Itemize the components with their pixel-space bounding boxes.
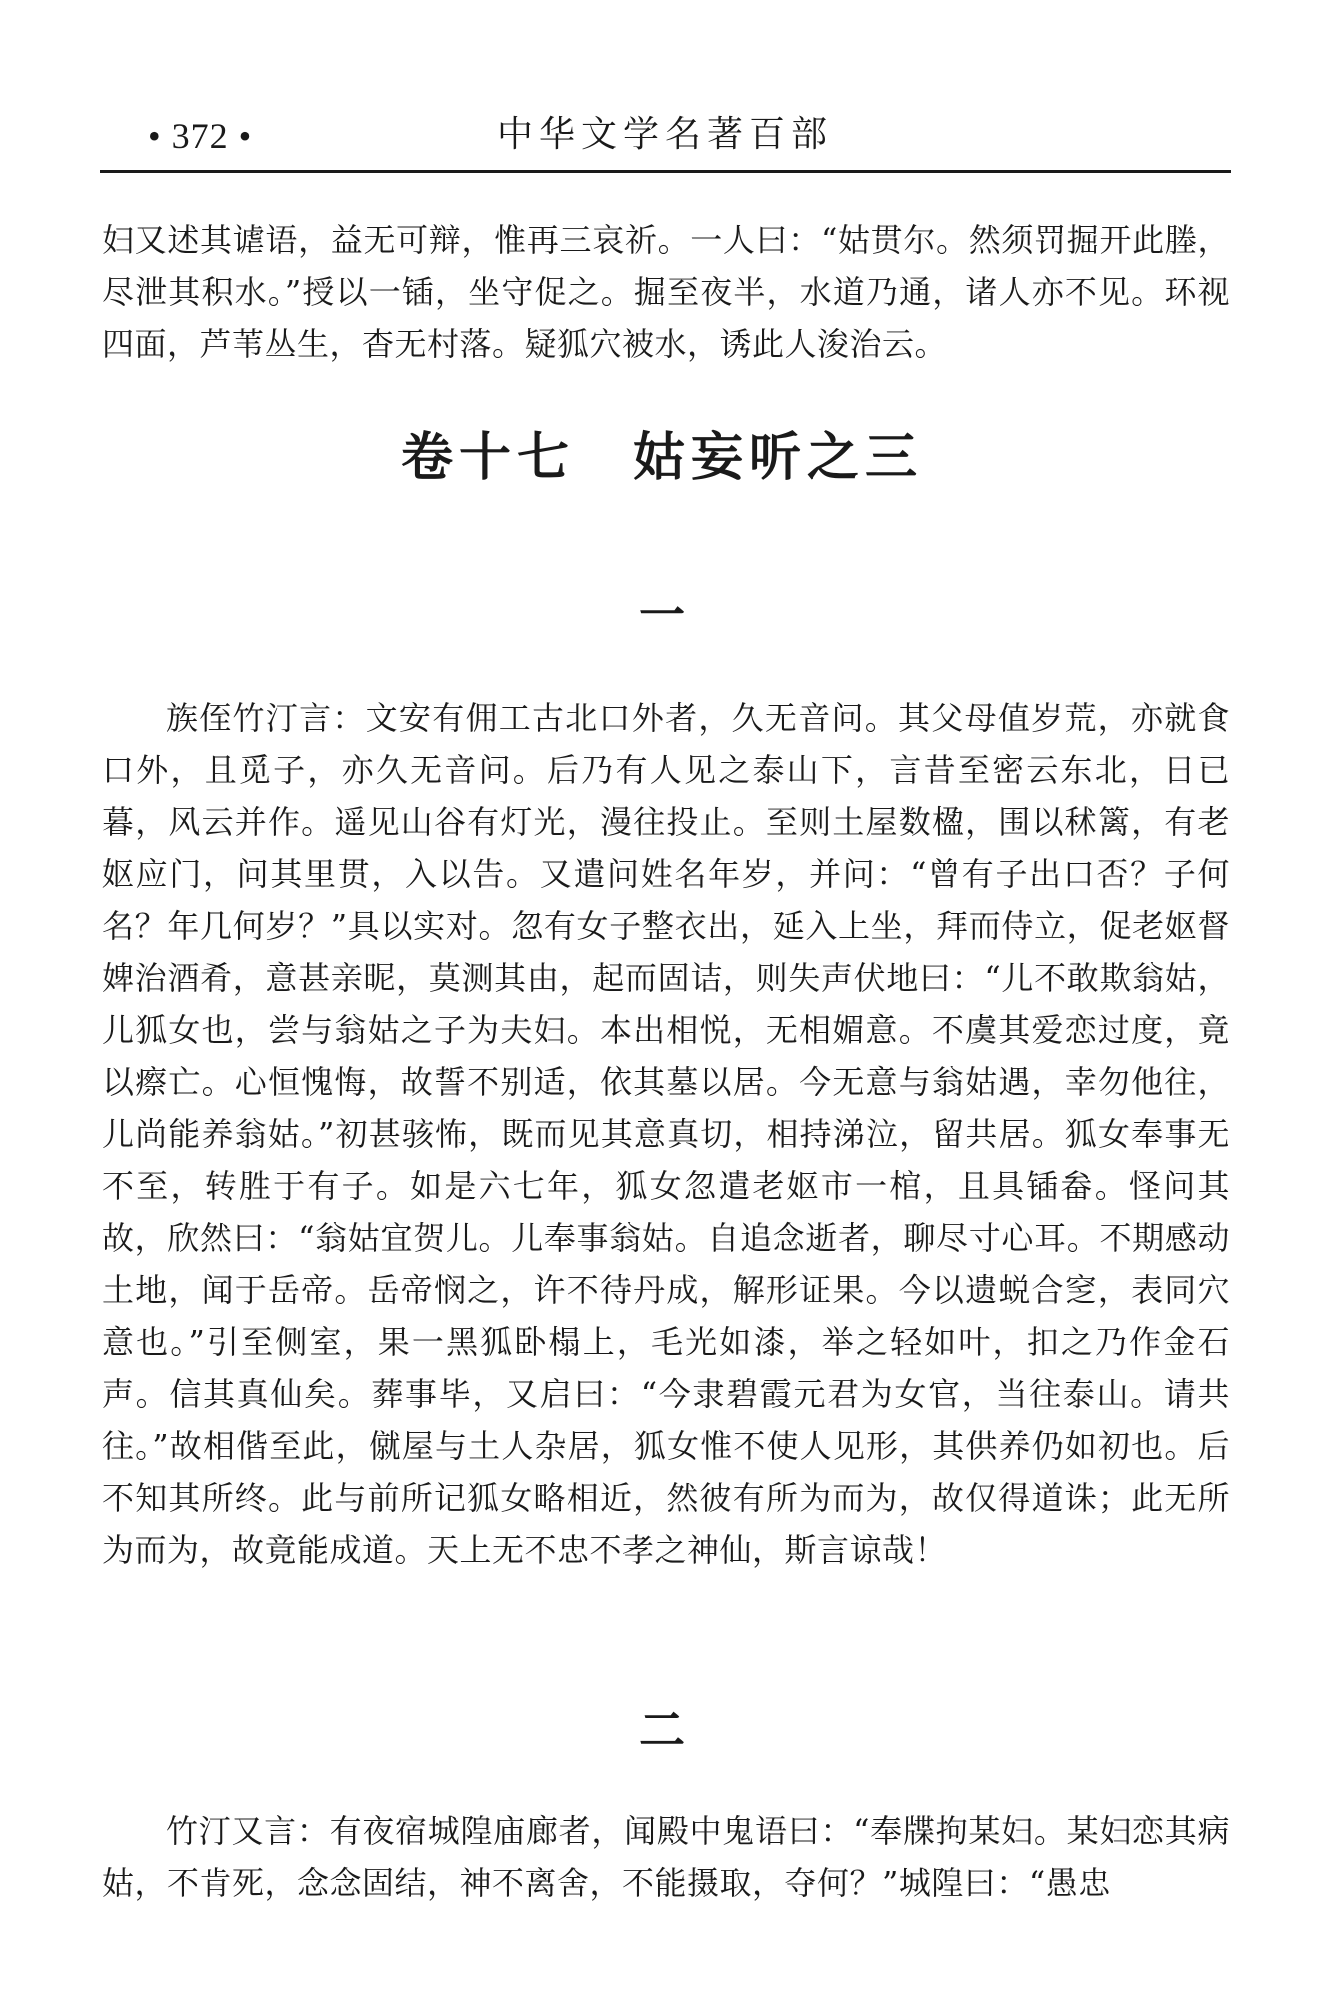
section-heading-2: 二 (639, 1703, 685, 1757)
running-title: 中华文学名著百部 (496, 114, 833, 155)
header-rule (100, 170, 1231, 173)
continued-paragraph: 妇又述其谑语，益无可辩，惟再三哀祈。一人曰：“姑贯尔。然须罚掘开此塍，尽泄其积水。”授以一锸，坐守促之。掘至夜半，水道乃通，诸人亦不见。环视四面，芦苇丛生，杳无村落。疑狐穴被水，诱此人浚治云。 (102, 221, 1230, 363)
section-2-paragraph: 竹汀又言：有夜宿城隍庙廊者，闻殿中鬼语曰：“奉牒拘某妇。某妇恋其病姑，不肯死，念念固结，神不离舍，不能摄取，夺何？”城隍曰：“愚忠 (102, 1812, 1230, 1902)
page-header (100, 108, 1230, 166)
section-1-paragraph: 族侄竹汀言：文安有佣工古北口外者，久无音问。其父母值岁荒，亦就食口外，且觅子，亦久无音问。后乃有人见之泰山下，言昔至密云东北，日已暮，风云并作。遥见山谷有灯光，漫往投止。至则土屋数楹，围以秫篱，有老妪应门，问其里贯，入以告。又遣问姓名年岁，并问：“曾有子出口否？子何名？年几何岁？”具以实对。忽有女子整衣出，延入上坐，拜而侍立，促老妪督婢治酒肴，意甚亲昵，莫测其由，起而固诘，则失声伏地曰：“儿不敢欺翁姑，儿狐女也，尝与翁姑之子为夫妇。本出相悦，无相媚意。不虞其爱恋过度，竟以瘵亡。心恒愧悔，故誓不别适，依其墓以居。今无意与翁姑遇，幸勿他往，儿尚能养翁姑。”初甚骇怖，既而见其意真切，相持涕泣，留共居。狐女奉事无不至，转胜于有子。如是六七年，狐女忽遣老妪市一棺，且具锸畚。怪问其故，欣然曰：“翁姑宜贺儿。儿奉事翁姑。自追念逝者，聊尽寸心耳。不期感动土地，闻于岳帝。岳帝悯之，许不待丹成，解形证果。今以遗蜕合窆，表同穴意也。”引至侧室，果一黑狐卧榻上，毛光如漆，举之轻如叶，扣之乃作金石声。信其真仙矣。葬事毕，又启曰：“今隶碧霞元君为女官，当往泰山。请共往。”故相偕至此，僦屋与土人杂居，狐女惟不使人见形，其供养仍如初也。后不知其所终。此与前所记狐女略相近，然彼有所为而为，故仅得道诛；此无所为而为，故竟能成道。天上无不忠不孝之神仙，斯言谅哉！ (102, 699, 1230, 1569)
section-heading-1: 一 (639, 588, 685, 642)
page-number: • 372 • (148, 116, 253, 156)
chapter-title: 卷十七 姑妄听之三 (400, 428, 923, 488)
